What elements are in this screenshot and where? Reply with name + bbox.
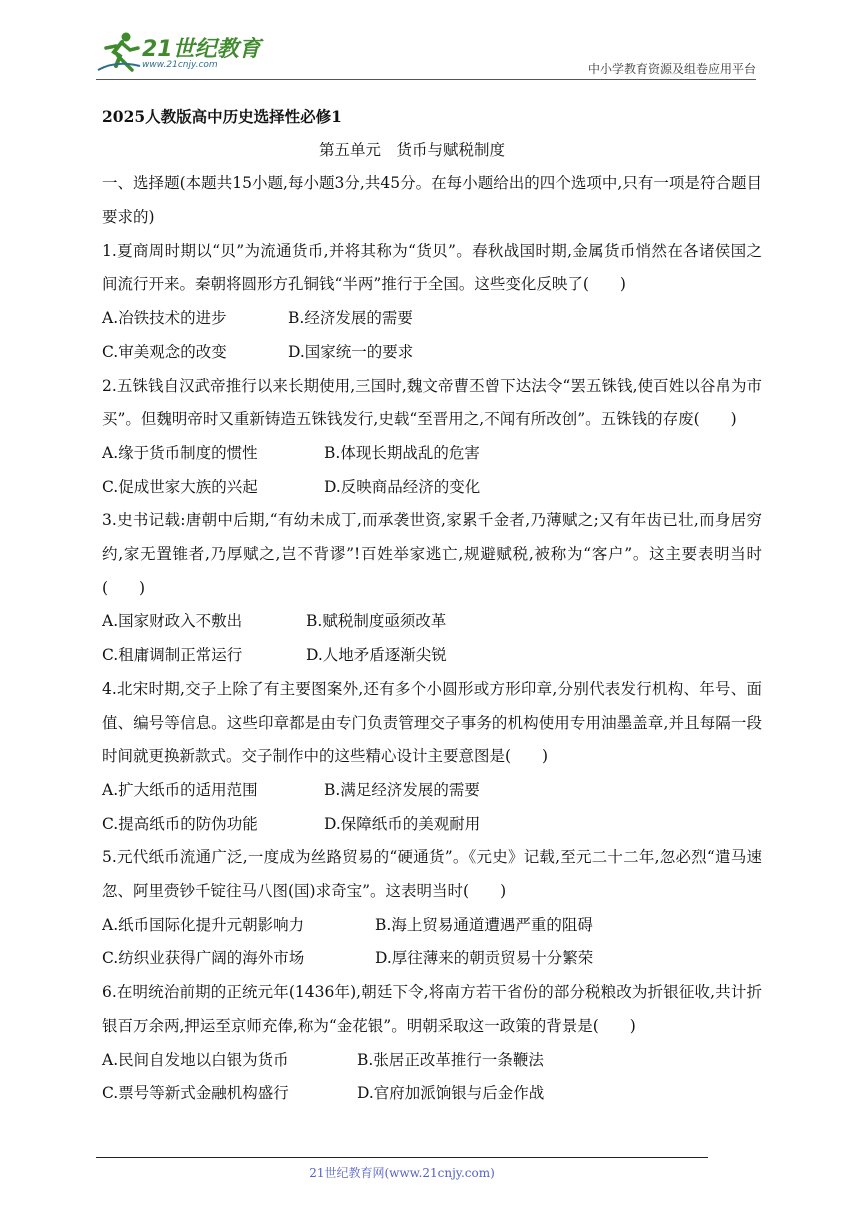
site-logo[interactable] <box>96 30 266 76</box>
question-3 <box>102 504 762 672</box>
option-d[interactable]: D.国家统一的要求 <box>288 342 414 361</box>
exam-content <box>102 100 762 1111</box>
option-a[interactable]: A.民间自发地以白银为货币 <box>102 1050 289 1069</box>
question-stem: 5.元代纸币流通广泛,一度成为丝路贸易的“硬通货”。《元史》记载,至元二十二年,忽必烈“遣马速忽、阿里赍钞千锭往马八图(国)求奇宝”。这表明当时( ) <box>102 848 762 901</box>
document-title: 2025人教版高中历史选择性必修1 <box>102 107 342 126</box>
option-b[interactable]: B.海上贸易通道遭遇严重的阻碍 <box>375 915 593 934</box>
option-a[interactable]: A.国家财政入不敷出 <box>102 612 243 631</box>
option-d[interactable]: D.人地矛盾逐渐尖锐 <box>306 646 447 665</box>
option-c[interactable]: C.租庸调制正常运行 <box>102 646 243 665</box>
option-c[interactable]: C.审美观念的改变 <box>102 342 227 361</box>
option-b[interactable]: B.张居正改革推行一条鞭法 <box>357 1050 544 1069</box>
question-stem: 6.在明统治前期的正统元年(1436年),朝廷下令,将南方若干省份的部分税粮改为折银征收,共计折银百万余两,押运至京师充俸,称为“金花银”。明朝采取这一政策的背景是( ) <box>102 983 762 1035</box>
footer-link[interactable]: 21世纪教育网(www.21cnjy.com) <box>309 1166 495 1180</box>
option-d[interactable]: D.官府加派饷银与后金作战 <box>357 1084 545 1103</box>
option-b[interactable]: B.赋税制度亟须改革 <box>306 612 447 631</box>
question-4 <box>102 673 762 841</box>
option-a[interactable]: A.纸币国际化提升元朝影响力 <box>102 915 305 934</box>
question-stem: 4.北宋时期,交子上除了有主要图案外,还有多个小圆形或方形印章,分别代表发行机构、年号、面值、编号等信息。这些印章都是由专门负责管理交子事务的机构使用专用油墨盖章,并且每隔一段时间就更换新款式。交子制作中的这些精心设计主要意图是( ) <box>102 679 762 766</box>
question-1 <box>102 235 762 370</box>
platform-tagline: 中小学教育资源及组卷应用平台 <box>587 62 756 76</box>
option-b[interactable]: B.经济发展的需要 <box>288 309 413 328</box>
footer-divider <box>96 1157 708 1158</box>
option-c[interactable]: C.促成世家大族的兴起 <box>102 477 258 496</box>
option-a[interactable]: A.扩大纸币的适用范围 <box>102 780 258 799</box>
question-stem: 2.五铢钱自汉武帝推行以来长期使用,三国时,魏文帝曹丕曾下达法令“罢五铢钱,使百姓以谷帛为市买”。但魏明帝时又重新铸造五铢钱发行,史载“至晋用之,不闻有所改创”。五铢钱的存废( ) <box>102 376 762 429</box>
question-2 <box>102 370 762 505</box>
question-stem: 3.史书记载:唐朝中后期,“有幼未成丁,而承袭世资,家累千金者,乃薄赋之;又有年齿已壮,而身居穷约,家无置锥者,乃厚赋之,岂不背谬”!百姓举家逃亡,规避赋税,被称为“客户”。这主要表明当时( ) <box>102 511 762 597</box>
option-c[interactable]: C.票号等新式金融机构盛行 <box>102 1084 289 1103</box>
option-c[interactable]: C.纺织业获得广阔的海外市场 <box>102 949 305 968</box>
header-divider <box>96 79 756 80</box>
option-d[interactable]: D.反映商品经济的变化 <box>324 477 481 496</box>
option-b[interactable]: B.体现长期战乱的危害 <box>324 443 480 462</box>
runner-icon <box>96 30 142 74</box>
option-d[interactable]: D.厚往薄来的朝贡贸易十分繁荣 <box>375 949 594 968</box>
page-header <box>0 0 860 82</box>
section-instructions: 一、选择题(本题共15小题,每小题3分,共45分。在每小题给出的四个选项中,只有一项是符合题目要求的) <box>102 174 762 227</box>
unit-title: 第五单元 货币与赋税制度 <box>318 140 505 159</box>
question-6 <box>102 976 762 1111</box>
option-b[interactable]: B.满足经济发展的需要 <box>324 780 480 799</box>
option-a[interactable]: A.冶铁技术的进步 <box>102 309 227 328</box>
logo-url: www.21cnjy.com <box>142 60 218 70</box>
option-a[interactable]: A.缘于货币制度的惯性 <box>102 443 258 462</box>
logo-text: 21世纪教育 <box>142 37 261 62</box>
question-stem: 1.夏商周时期以“贝”为流通货币,并将其称为“货贝”。春秋战国时期,金属货币悄然在各诸侯国之间流行开来。秦朝将圆形方孔铜钱“半两”推行于全国。这些变化反映了( ) <box>102 241 762 294</box>
option-d[interactable]: D.保障纸币的美观耐用 <box>324 814 481 833</box>
question-5 <box>102 841 762 976</box>
option-c[interactable]: C.提高纸币的防伪功能 <box>102 814 258 833</box>
